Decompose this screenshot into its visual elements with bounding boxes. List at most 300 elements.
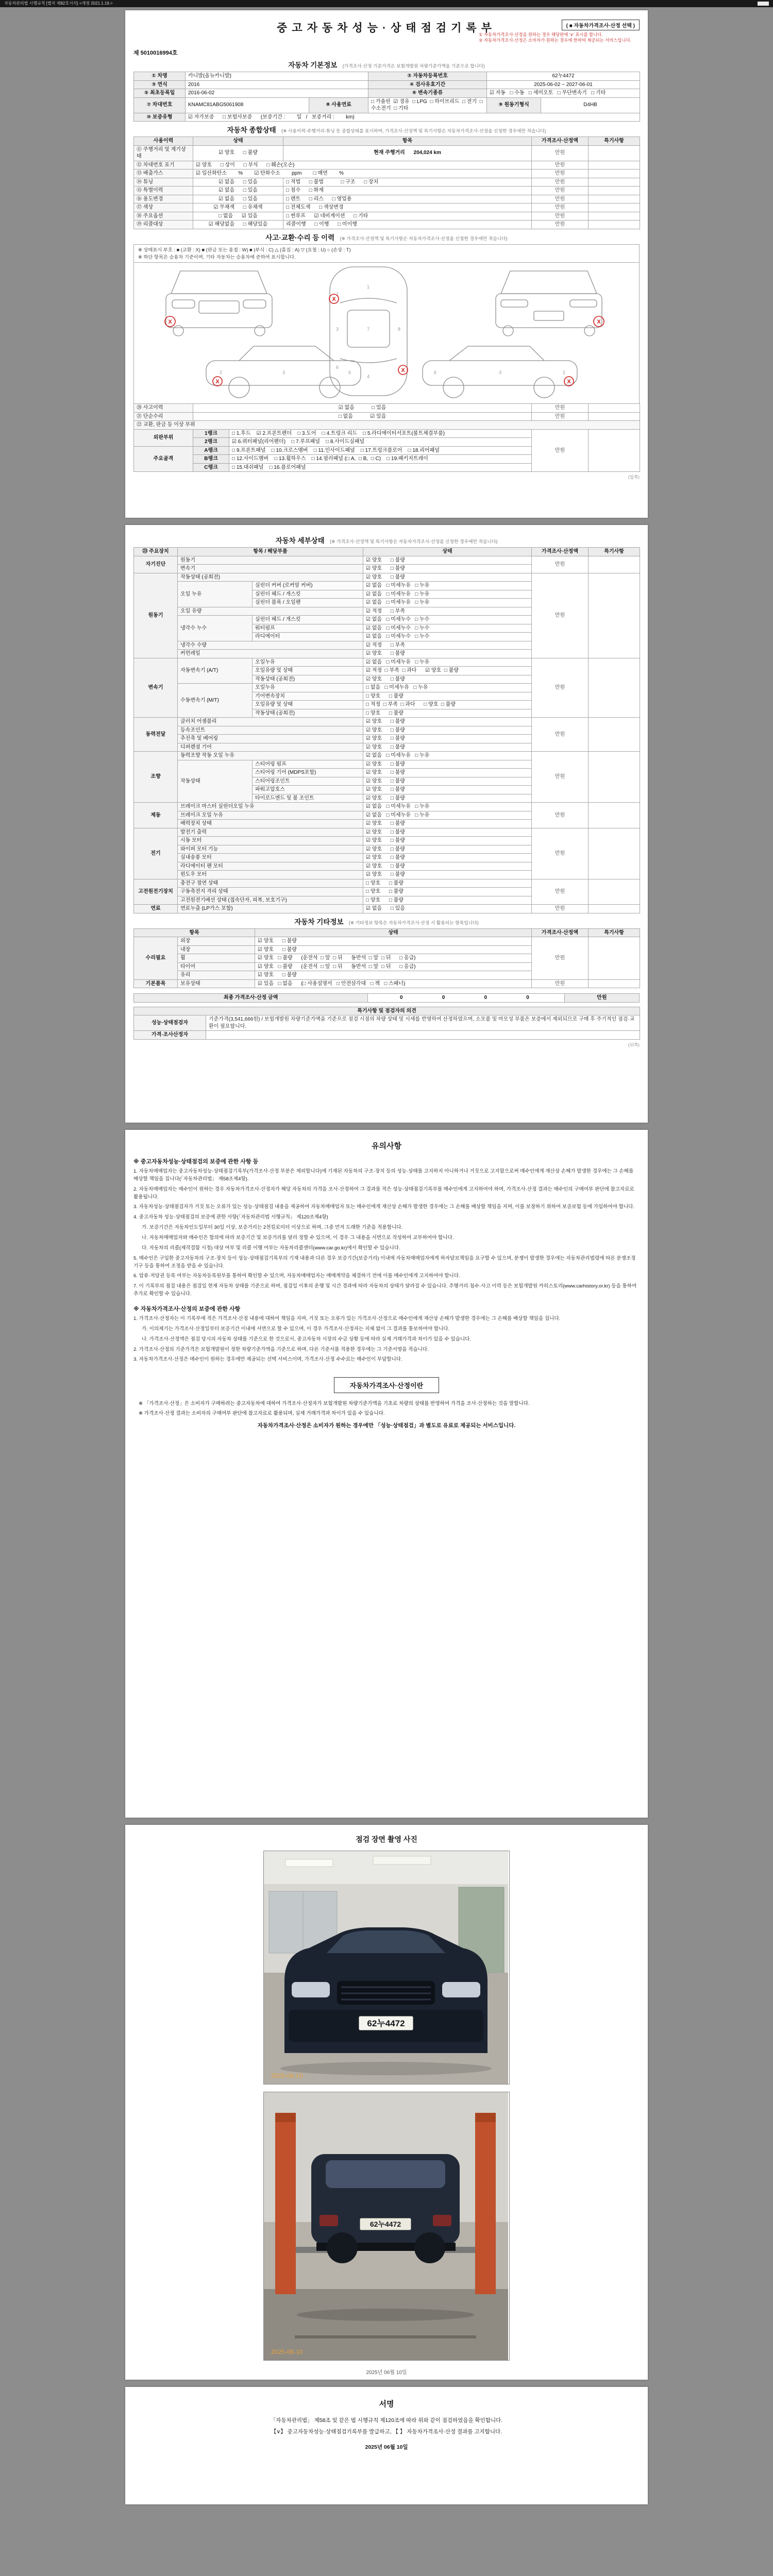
table-cell: 만원 [532, 195, 589, 204]
table-cell: ㉒ 교환, 판금 등 이상 부위 [134, 421, 640, 430]
panel-number: 3 [282, 370, 285, 376]
table-cell: ☑ 양호 □ 불량 [255, 971, 532, 980]
legend-line2: ※ 하단 항목은 승용차 기준이며, 기타 자동차는 승용차에 준하여 표시합니다. [138, 254, 296, 260]
damage-mark-label: X [215, 379, 220, 385]
notices-title: 유의사항 [372, 1142, 401, 1150]
table-cell: A랭크 [193, 446, 229, 455]
table-cell: 스티어링조인트 [253, 777, 363, 786]
table-cell: ㉑ 단순수리 [134, 412, 193, 421]
table-cell: 실린더 헤드 / 개스킷 [253, 616, 363, 624]
table-cell: 오일 유량 [178, 607, 363, 616]
table-cell: ☑ 자가보증 □ 보험사보증 (보증기간 : 일 / 보증거리 : km) [186, 113, 640, 122]
table-cell: ☑ 없음 □ 있음 [193, 178, 283, 187]
table-cell [589, 204, 640, 212]
table-cell: 2016-06-02 [186, 89, 368, 98]
table-cell: ☑ 양호 □ 불량 [363, 556, 532, 565]
page-main-form [125, 10, 648, 518]
table-cell: B랭크 [193, 455, 229, 464]
table-cell: ☑ 양호 □ 불량 [363, 565, 532, 573]
signature-title: 서명 [379, 2400, 394, 2409]
table-cell: 수동변속기 (M/T) [178, 684, 253, 718]
table-cell: 1랭크 [193, 429, 229, 438]
table-cell: 와이퍼 모터 기능 [178, 845, 363, 854]
table-cell: KNAMC81ABG5061908 [186, 97, 309, 113]
table-cell: 2025-06-02 ~ 2027-06-01 [487, 80, 640, 89]
table-cell: ⑰ 색상 [134, 204, 193, 212]
page-side-note: (앞쪽) [628, 474, 640, 480]
table-cell [589, 718, 640, 752]
table-cell: ☑ 양호 □ 불량 [363, 828, 532, 837]
select-note-line2: ② 자동차가격조사·산정은 소비자가 원하는 경우에 한하여 제공되는 서비스입니다. [479, 38, 631, 43]
table-cell: 만원 [564, 994, 639, 1003]
car-diagram-side-left [206, 346, 361, 398]
panel-number: 3 [499, 370, 502, 376]
table-cell: ☑ 양호 □ 불량 [255, 945, 532, 954]
panel-number: 6 [348, 370, 351, 376]
table-cell: □ 없음 □ 미세누유 □ 누유 [363, 684, 532, 692]
price-survey-select-checkbox: ( ■ 자동차가격조사·산정 선택 ) [562, 20, 640, 30]
table-cell: 변속기 [134, 658, 178, 718]
table-cell: 휠 [178, 954, 255, 963]
panel-number: 4 [367, 374, 370, 380]
table-cell: 작동상태 (공회전) [253, 675, 363, 684]
table-cell [589, 412, 640, 421]
table-cell: 타이로드엔드 및 볼 조인트 [253, 794, 363, 803]
table-cell [589, 937, 640, 980]
panel-number: 7 [367, 327, 370, 332]
table-cell: ㉓ 주요장치 [134, 548, 178, 556]
table-cell: ⑱ 주요옵션 [134, 212, 193, 221]
text-line: 3. 자동차성능·상태점검자가 거짓 또는 오류가 있는 성능·상태점검 내용을 제공하여 자동차매매업자 또는 매수인에게 재산상 손해가 발생한 경우에는 그 손해를 배상할 책임을 지며, 이를 보장하기 위하여 보증보험 등에 가입하여야 합니다. [133, 1204, 635, 1210]
table-cell: ☑ 양호 □ 불량 [363, 862, 532, 871]
top-strip [0, 0, 773, 7]
table-cell: ⑬ 배출가스 [134, 170, 193, 178]
table-cell: ☑ 적정 □ 부족 □ 과다 ☑ 양호 □ 불량 [363, 667, 532, 675]
table-cell: 62누4472 [487, 72, 640, 81]
table-cell: 2016 [186, 80, 368, 89]
table-cell: 만원 [532, 828, 589, 879]
table-cell: 클러치 어셈블리 [178, 718, 363, 726]
table-cell: ☑ 없음 □ 미세누유 □ 누유 [363, 590, 532, 599]
text-line: 3. 자동차가격조사·산정은 매수인이 원하는 경우에만 제공되는 선택 서비스이며, 가격조사·산정 수수료는 매수인이 부담합니다. [133, 1357, 402, 1363]
table-cell: □ 없음 ☑ 있음 [193, 412, 532, 421]
table-cell: 디퍼렌셜 기어 [178, 743, 363, 752]
table-cell: 만원 [532, 573, 589, 658]
table-cell: 상태 [255, 928, 532, 937]
table-cell: □ 썬루프 ☑ 네비게이션 □ 기타 [283, 212, 532, 221]
table-cell: 만원 [532, 178, 589, 187]
table-cell: 원동기 [178, 556, 363, 565]
table-cell: 특기사항 [589, 137, 640, 146]
pricing-definition-lines [133, 1400, 640, 1417]
table-cell: ⑧ 사용연료 [309, 97, 368, 113]
table-cell: 가격조사·산정액 [532, 548, 589, 556]
section-note: (※ 가격조사·산정액 및 특기사항은 자동차가격조사·산정을 신청한 경우에만 적습니다) [340, 235, 508, 241]
table-cell: 만원 [532, 404, 589, 413]
table-cell [589, 187, 640, 195]
table-cell: 커먼레일 [178, 650, 363, 658]
page-title: 중고자동차성능·상태점검기록부 [277, 22, 496, 34]
table-cell: ☑ 양호 □ 불량 [193, 145, 283, 161]
table-cell: ☑ 양호 □ 불량 [363, 854, 532, 862]
table-cell: 만원 [532, 221, 589, 229]
table-cell: 작동상태 [178, 760, 253, 803]
table-cell: ⑳ 사고이력 [134, 404, 193, 413]
damage-legend [133, 244, 640, 263]
section-title: 자동차 세부상태 [275, 537, 325, 545]
table-cell: ☑ 양호 □ 불량 [363, 845, 532, 854]
table-cell: 오일 누유 [178, 582, 253, 607]
table-cell: ⑯ 용도변경 [134, 195, 193, 204]
notices-subtitle-pricing: ※ 자동차가격조사·산정의 보증에 관한 사항 [133, 1306, 241, 1313]
table-cell: □ 양호 □ 불량 [363, 692, 532, 701]
table-cell: 내장 [178, 945, 255, 954]
panel-number: 2 [336, 292, 339, 297]
table-cell [589, 404, 640, 413]
table-cell: ☑ 적정 □ 부족 [363, 607, 532, 616]
table-cell: 사용이력 [134, 137, 193, 146]
table-cell: ⑥ 변속기종류 [368, 89, 487, 98]
table-cell: □ 전체도색 □ 색상변경 [283, 204, 532, 212]
table-cell: 만원 [532, 145, 589, 161]
table-cell: 오일유량 및 상태 [253, 701, 363, 709]
table-cell: 기어변속장치 [253, 692, 363, 701]
damage-mark-label: X [168, 319, 172, 326]
damage-mark-label: X [567, 379, 571, 385]
table-cell [589, 212, 640, 221]
table-cell: D4HB [541, 97, 640, 113]
photo-front-svg [264, 1851, 508, 2084]
section-header-accident [133, 229, 640, 244]
table-cell: 변속기 [178, 565, 363, 573]
table-cell: 항목 [134, 928, 255, 937]
table-cell: 제동 [134, 803, 178, 828]
pricing-definition-box [133, 1377, 640, 1429]
table-cell: 동력전달 [134, 718, 178, 752]
table-cell: 유리 [178, 971, 255, 980]
panel-number: 3 [336, 327, 339, 332]
table-cell: 스티어링 펌프 [253, 760, 363, 769]
page-notices [125, 1130, 648, 1818]
table-cell [589, 658, 640, 718]
car-panel-diagrams [133, 262, 640, 403]
table-cell: 동력조향 작동 오일 누유 [178, 752, 363, 760]
table-cell: ☑ 양호 □ 불량 [363, 769, 532, 777]
table-cell: 특기사항 및 점검자의 의견 [134, 1007, 640, 1015]
table-cell: C랭크 [193, 463, 229, 472]
table-cell: 특기사항 [589, 928, 640, 937]
table-cell: 냉각수 수량 [178, 641, 363, 650]
table-cell: ☑ 양호 □ 불량 [255, 937, 532, 946]
table-cell: ☑ 양호 □ 불량 [363, 786, 532, 794]
table-cell: 오일유량 및 상태 [253, 667, 363, 675]
table-cell: 실내송풍 모터 [178, 854, 363, 862]
photo-timestamp: 2025-06-10 [271, 2072, 303, 2079]
table-cell: 전기 [134, 828, 178, 879]
table-cell: 작동상태 (공회전) [178, 573, 363, 582]
table-cell: 원동기 [134, 573, 178, 658]
table-cell: □ 1.후드 ☑ 2.프론트펜더 □ 3.도어 □ 4.트렁크 리드 □ 5.라디에이터서포트(볼트체결부품) [229, 429, 532, 438]
table-cell: 만원 [532, 212, 589, 221]
table-cell: 외판부위 [134, 429, 193, 446]
table-cell: ☑ 없음 □ 있음 [363, 905, 532, 913]
table-cell: 발전기 출력 [178, 828, 363, 837]
panel-number: 2 [563, 370, 566, 376]
table-cell: □ 12.사이드멤버 □ 13.휠하우스 □ 14.필러패널 (□ A, □ B, □ C) □ 19.패키지트레이 [229, 455, 532, 464]
photo-caption: 2025년 06월 10일 [366, 2370, 407, 2376]
document-header [133, 20, 640, 57]
table-cell: 가격조사·산정액 [532, 137, 589, 146]
table-cell: 브레이크 마스터 실린더오일 누유 [178, 803, 363, 811]
table-cell [589, 178, 640, 187]
damage-mark-label: X [597, 319, 601, 326]
text-line: 가. 이의제기는 가격조사·산정일부터 보증기간 이내에 서면으로 할 수 있으며, 이 경우 가격조사·산정자는 지체 없이 그 결과를 통보하여야 합니다. [133, 1326, 450, 1332]
table-cell: 라디에이터 팬 모터 [178, 862, 363, 871]
table-cell: ☑ 양호 □ 불량 [363, 735, 532, 743]
table-cell: 기준가격(3,541,666원) / 보험개발원 차량기준가액을 기준으로 점검 시점의 차량 상태 및 시세를 반영하여 산정하였으며, 소모품 및 마모성 부품은 보증에서 제외되므로 구매 후 주기적인 점검·교환이 필요합니다. [206, 1015, 640, 1031]
page-signature [125, 2387, 648, 2504]
table-cell: 배력장치 상태 [178, 820, 363, 828]
table-cell: 만원 [532, 752, 589, 803]
table-cell: 조향 [134, 752, 178, 803]
table-cell: ☑ 없음 □ 미세누수 □ 누수 [363, 624, 532, 633]
table-cell: ⑤ 최초등록일 [134, 89, 186, 98]
table-cell [589, 145, 640, 161]
table-cell: 0 0 0 0 [368, 994, 565, 1003]
license-plate-text: 62누4472 [367, 2019, 405, 2028]
table-cell: 자기진단 [134, 556, 178, 573]
detail-state-table [133, 547, 640, 913]
photos-section-title: 점검 장면 촬영 사진 [356, 1835, 417, 1843]
table-cell: 만원 [532, 556, 589, 573]
text-line: ※ 「가격조사·산정」은 소비자가 구매하려는 중고자동차에 대하여 가격조사·산정자가 보험개발원 차량기준가액을 기초로 차량의 상태를 반영하여 가격을 조사·산정하는 것을 말합니다. [139, 1401, 530, 1407]
table-cell: ☑ 양호 □ 불량 [363, 675, 532, 684]
table-cell: 실린더 커버 (로커암 커버) [253, 582, 363, 590]
car-diagram-rear [496, 271, 604, 336]
table-cell: ☑ 양호 □ 불량 [363, 794, 532, 803]
section-note: (가격조사·산정 기준가격은 보험개발원 차량기준가액을 기준으로 합니다) [342, 63, 485, 69]
table-cell: 만원 [532, 905, 589, 913]
table-cell: □ 양호 □ 불량 [363, 709, 532, 718]
top-right-box [758, 2, 769, 6]
table-cell: 외장 [178, 937, 255, 946]
form-reference-text: 자동차관리법 시행규칙 [별지 제82호서식] <개정 2021.1.19.> [4, 1, 113, 6]
text-line: 4. 중고자동차 성능·상태점검의 보증에 관한 사항(「자동차관리법 시행규칙」 제120조제4항) [133, 1214, 328, 1221]
table-cell: □ 적법 □ 불법 □ 구조 □ 장치 [283, 178, 532, 187]
table-cell: ⑲ 리콜대상 [134, 221, 193, 229]
table-cell: 라디에이터 [253, 633, 363, 641]
table-cell: ☑ 없음 □ 미세누유 □ 누유 [363, 599, 532, 607]
table-cell: 스티어링 기어 (MDPS포함) [253, 769, 363, 777]
final-amount-table [133, 993, 640, 1003]
table-cell: □ 양호 □ 불량 [363, 896, 532, 905]
table-cell: ☑ 적정 □ 부족 [363, 641, 532, 650]
panel-number: 8 [398, 327, 401, 332]
section-header-detail [133, 532, 640, 547]
table-cell: □ 양호 □ 불량 [363, 879, 532, 888]
table-cell: 만원 [532, 170, 589, 178]
notices-list-pricing [133, 1315, 640, 1364]
signature-statement-2: 【∨】 중고자동차성능·상태점검기록부를 발급하고, 【 】 자동차가격조사·산정 결과를 고지합니다. [271, 2428, 502, 2435]
table-cell: 만원 [532, 204, 589, 212]
table-cell: 항목 / 해당부품 [178, 548, 363, 556]
table-cell [206, 1031, 640, 1040]
table-cell: ☑ 양호 □ 불량 [363, 743, 532, 752]
table-cell: ☑ 있음 □ 없음 (□ 사용설명서 □ 안전삼각대 □ 잭 □ 스패너) [255, 979, 532, 988]
table-cell: ☑ 양호 □ 불량 [363, 837, 532, 845]
table-cell [589, 979, 640, 988]
table-cell [589, 221, 640, 229]
section-note: (※ 사용이력·주행거리·튜닝 등 종합상태를 표시하며, 가격조사·산정액 및 특기사항은 자동차가격조사·산정을 신청한 경우에만 적습니다) [281, 128, 546, 133]
text-line: ※ 가격조사·산정 결과는 소비자의 구매여부 판단에 참고자료로 활용되며, 실제 거래가격과 차이가 있을 수 있습니다. [139, 1410, 385, 1416]
table-cell: ☑ 없음 □ 미세누수 □ 누수 [363, 633, 532, 641]
pricing-definition-bold-line: 자동차가격조사·산정은 소비자가 원하는 경우에만 「성능·상태점검」과 별도로 유료로 제공되는 서비스입니다. [257, 1422, 516, 1429]
table-cell: 파워고압호스 [253, 786, 363, 794]
table-cell: ☑ 양호 □ 불량 [363, 820, 532, 828]
photo-lift-svg [264, 2092, 508, 2360]
notices-list-inspection [133, 1168, 640, 1298]
table-cell: ⑨ 원동기형식 [487, 97, 541, 113]
panel-number: 6 [434, 370, 437, 376]
table-cell: ☑ 없음 □ 미세누유 □ 누유 [363, 658, 532, 667]
table-cell: 만원 [532, 803, 589, 828]
table-cell: 고전원전기배선 상태 (접속단자, 피복, 보호기구) [178, 896, 363, 905]
table-cell: ☑ 양호 □ 불량 (운전석 □ 앞 □ 뒤 동반석 □ 앞 □ 뒤 □ 응급) [255, 954, 532, 963]
table-cell: 상태 [193, 137, 283, 146]
table-cell: ☑ 없음 □ 미세누유 □ 누유 [363, 803, 532, 811]
signature-statement-1: 「자동차관리법」 제58조 및 같은 법 시행규칙 제120조에 따라 위와 같이 점검하였음을 확인합니다. [270, 2417, 503, 2424]
table-cell [589, 161, 640, 170]
table-cell: 상태 [363, 548, 532, 556]
table-cell: ☑ 없음 □ 있음 [193, 187, 283, 195]
table-cell: 워터펌프 [253, 624, 363, 633]
document-number: 제 5010016994호 [133, 50, 178, 56]
table-cell: 만원 [532, 718, 589, 752]
table-cell: 고전원전기장치 [134, 879, 178, 905]
table-cell: □ 렌트 □ 리스 □ 영업용 [283, 195, 532, 204]
table-cell: 시동 모터 [178, 837, 363, 845]
table-cell: 만원 [532, 429, 589, 472]
table-cell: 카니발(올뉴카니발) [186, 72, 368, 81]
panel-number: 2 [220, 370, 223, 376]
table-cell: ☑ 양호 □ 상이 □ 부식 □ 훼손(오손) [193, 161, 532, 170]
table-cell: ☑ 자동 □ 수동 □ 세미오토 □ 무단변속기 □ 기타 [487, 89, 640, 98]
table-cell: □ 9.프론트패널 □ 10.크로스멤버 □ 11.인사이드패널 □ 17.트렁크플로어 □ 18.리어패널 [229, 446, 532, 455]
table-cell: 가격·조사산정자 [134, 1031, 206, 1040]
inspector-opinion-table [133, 1007, 640, 1040]
page-detail-state [125, 525, 648, 1123]
damage-mark-label: X [401, 367, 405, 374]
text-line: 2. 자동차매매업자는 매수인이 원하는 경우 자동차가격조사·산정자가 해당 자동차의 가격을 조사·산정하여 그 결과를 적은 성능·상태점검기록부를 매수인에게 고지하여야 하며, 가격조사·산정 결과는 매수인의 구매여부 판단에 참고자료로 활용됩니다. [133, 1186, 636, 1200]
table-cell [589, 429, 640, 472]
table-cell: 오일누유 [253, 684, 363, 692]
table-cell: 주요골격 [134, 446, 193, 472]
table-cell: 리콜이행 □ 이행 □ 미이행 [283, 221, 532, 229]
table-cell: ☑ 해당없음 □ 해당있음 [193, 221, 283, 229]
table-cell: 실린더 헤드 / 개스킷 [253, 590, 363, 599]
table-cell: ④ 검사유효기간 [368, 80, 487, 89]
table-cell: □ 침수 □ 화재 [283, 187, 532, 195]
pricing-definition-title: 자동차가격조사·산정이란 [334, 1377, 439, 1393]
section-title: 자동차 종합상태 [227, 126, 276, 134]
section-title: 자동차 기본정보 [288, 61, 338, 69]
table-cell: ☑ 양호 □ 불량 [363, 760, 532, 769]
table-cell: ☑ 없음 □ 있음 [193, 195, 283, 204]
table-cell: 브레이크 오일 누유 [178, 811, 363, 820]
car-diagram-front [165, 271, 272, 336]
table-cell: 연료 [134, 905, 178, 913]
table-cell: ☑ 양호 □ 불량 [363, 573, 532, 582]
car-diagram-side-right [423, 346, 577, 398]
table-cell: 만원 [532, 161, 589, 170]
table-cell: ☑ 6.쿼터패널(리어펜더) □ 7.루프패널 □ 8.사이드실패널 [229, 438, 532, 447]
table-cell [589, 905, 640, 913]
section-header-etc [133, 913, 640, 928]
table-cell: ⑦ 차대번호 [134, 97, 186, 113]
table-cell: ☑ 양호 □ 불량 (운전석 □ 앞 □ 뒤 동반석 □ 앞 □ 뒤 □ 응급) [255, 962, 532, 971]
table-cell: 가격조사·산정액 [532, 928, 589, 937]
text-line: 5. 매수인은 구입한 중고자동차의 구조·장치 등이 성능·상태점검기록부의 기재 내용과 다른 경우 보증기간(보증거리) 이내에 자동차매매업자에게 하자담보책임을 요구할 수 있으며, 분쟁이 발생한 경우에는 자동차관리법령에 따른 분쟁조정기구 등을 통하여 조정을 받을 수 있습니다. [133, 1255, 636, 1269]
table-cell: ⑩ 보증유형 [134, 113, 186, 122]
table-cell [589, 828, 640, 879]
section-note: (※ 기타정보 항목은 자동차가격조사·산정 시 활용되는 항목입니다) [348, 920, 479, 925]
table-cell [589, 195, 640, 204]
accident-history-table [133, 403, 640, 472]
table-cell: 보유상태 [178, 979, 255, 988]
table-cell: ☑ 없음 □ 미세누유 □ 누유 [363, 752, 532, 760]
table-cell: ☑ 양호 □ 불량 [363, 718, 532, 726]
signature-date: 2025년 06월 10일 [365, 2444, 408, 2450]
table-cell [589, 752, 640, 803]
table-cell: 타이어 [178, 962, 255, 971]
table-cell: □ 없음 ☑ 있음 [193, 212, 283, 221]
inspection-photo-front [263, 1851, 510, 2084]
damage-mark-label: X [332, 296, 336, 303]
table-cell: 충전구 절연 상태 [178, 879, 363, 888]
table-cell: ☑ 없음 □ 있음 [193, 404, 532, 413]
text-line: 7. 이 기록부의 점검 내용은 점검일 현재 자동차 상태를 기준으로 하며, 점검일 이후의 운행 및 시간 경과에 따라 자동차의 상태가 달라질 수 있습니다. 주행거리·침수·사고 이력 등은 보험개발원 카히스토리(www.carhistory.or.kr) 등을 통하여 추가로 확인할 수 있습니다. [133, 1283, 638, 1297]
section-header-overall [133, 122, 640, 137]
table-cell: ⑮ 특별이력 [134, 187, 193, 195]
panel-number: 1 [367, 284, 370, 290]
table-cell: 윈도우 모터 [178, 871, 363, 879]
table-cell: 성능·상태점검자 [134, 1015, 206, 1031]
table-cell: ⑪ 주행거리 및 계기상태 [134, 145, 193, 161]
table-cell: ① 차명 [134, 72, 186, 81]
table-cell: 냉각수 누수 [178, 616, 253, 641]
page-photos [125, 1825, 648, 2380]
table-cell: ☑ 없음 □ 미세누유 □ 누유 [363, 811, 532, 820]
table-cell: ③ 연식 [134, 80, 186, 89]
text-line: 1. 가격조사·산정자는 이 기록부에 적은 가격조사·산정 내용에 대하여 책임을 지며, 거짓 또는 오류가 있는 가격조사·산정으로 매수인에게 재산상 손해가 발생한 경우에는 그 손해를 배상할 책임을 집니다. [133, 1316, 561, 1322]
table-cell: ☑ 양호 □ 불량 [363, 650, 532, 658]
table-cell [589, 879, 640, 905]
table-cell: 연료누출 (LP가스 포함) [178, 905, 363, 913]
overall-state-table [133, 137, 640, 229]
table-cell [589, 573, 640, 658]
table-cell: 작동상태 (공회전) [253, 709, 363, 718]
table-cell: 자동변속기 (A/T) [178, 658, 253, 684]
table-cell: 만원 [532, 979, 589, 988]
etc-info-table [133, 928, 640, 989]
text-line: 2. 가격조사·산정의 기준가격은 보험개발원이 정한 차량기준가액을 기준으로 하며, 다른 기준서를 적용한 경우에는 그 기준서명을 적습니다. [133, 1346, 429, 1352]
license-plate-text: 62누4472 [369, 2220, 401, 2228]
table-cell: □ 적정 □ 부족 □ 과다 □ 양호 □ 불량 [363, 701, 532, 709]
table-cell: ☑ 양호 □ 불량 [363, 871, 532, 879]
basic-info-table [133, 72, 640, 122]
table-cell: ☑ 일산화탄소 % ☑ 탄화수소 ppm □ 매연 % [193, 170, 532, 178]
price-survey-select-notes [479, 32, 640, 44]
